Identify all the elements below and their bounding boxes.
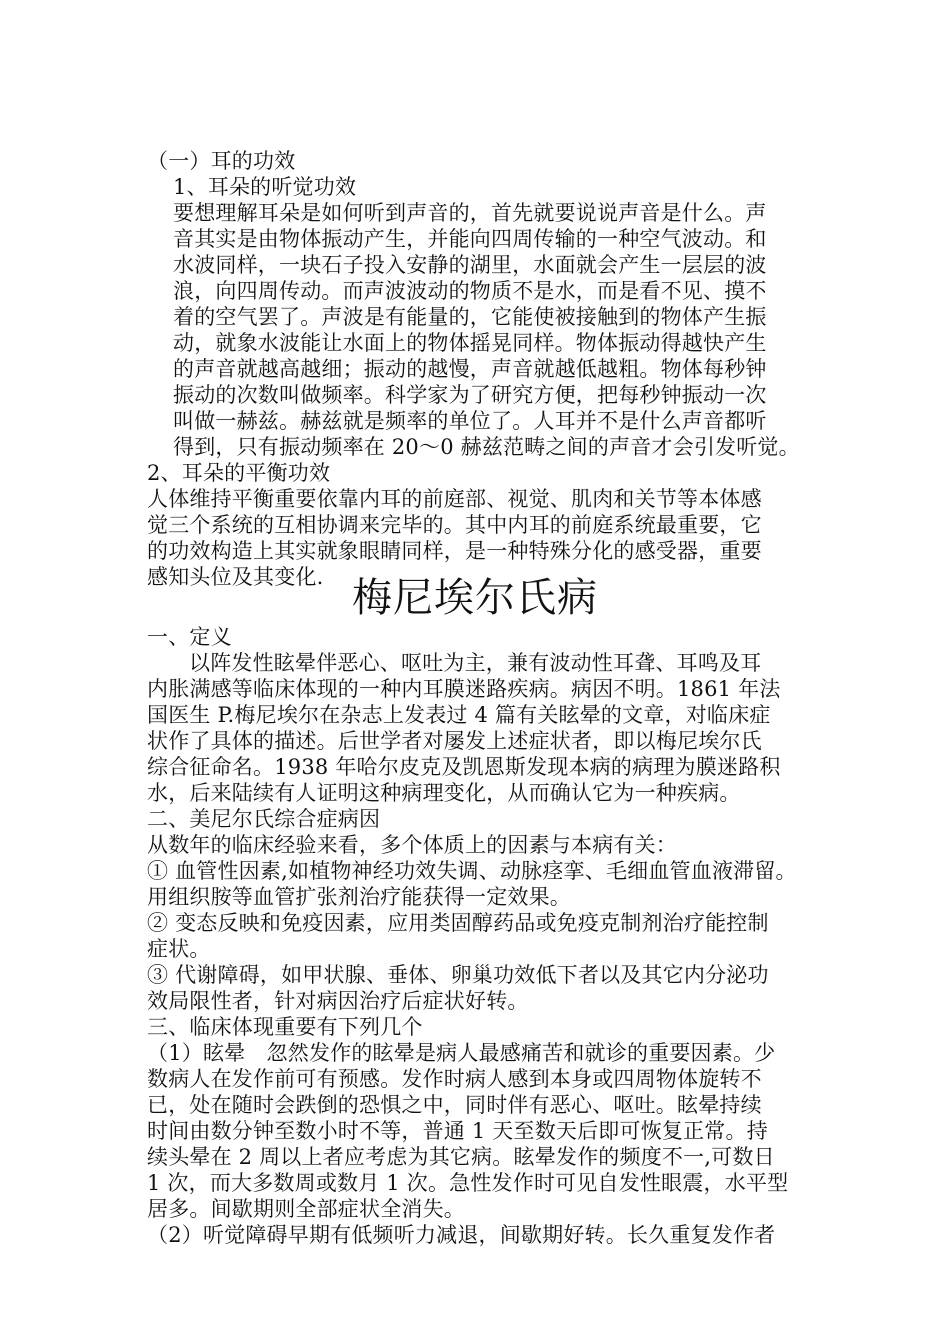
paragraph-line: 1 次，而大多数周或数月 1 次。急性发作时可见自发性眼震，水平型	[147, 1171, 789, 1195]
section-heading-causes: 二、美尼尔氏综合症病因	[147, 807, 381, 831]
paragraph-line: 时间由数分钟至数小时不等，普通 1 天至数天后即可恢复正常。持	[147, 1119, 768, 1143]
paragraph-line: 数病人在发作前可有预感。发作时病人感到本身或四周物体旋转不	[147, 1067, 762, 1091]
paragraph-line: 音其实是由物体振动产生，并能向四周传输的一种空气波动。和	[173, 227, 767, 251]
paragraph-line: 水波同样，一块石子投入安静的湖里，水面就会产生一层层的波	[173, 253, 767, 277]
subheading-balance: 2、耳朵的平衡功效	[147, 461, 331, 485]
paragraph-line: 叫做一赫兹。赫兹就是频率的单位了。人耳并不是什么声音都听	[173, 409, 767, 433]
paragraph-line: 动，就象水波能让水面上的物体摇晃同样。物体振动得越快产生	[173, 331, 767, 355]
list-item: （2）听觉障碍早期有低频听力减退，间歇期好转。长久重复发作者	[147, 1223, 776, 1247]
paragraph-line: 症状。	[147, 937, 211, 961]
section-heading-ear-function: （一）耳的功效	[147, 149, 296, 173]
paragraph-line: 得到，只有振动频率在 20～0 赫兹范畴之间的声音才会引发听觉。	[173, 435, 800, 459]
paragraph-line: 的声音就越高越细；振动的越慢，声音就越低越粗。物体每秒钟	[173, 357, 767, 381]
paragraph-line: 振动的次数叫做频率。科学家为了研究方便，把每秒钟振动一次	[173, 383, 767, 407]
list-item: ③ 代谢障碍，如甲状腺、垂体、卵巢功效低下者以及其它内分泌功	[147, 963, 769, 987]
paragraph-line: 的功效构造上其实就象眼睛同样，是一种特殊分化的感受器，重要	[147, 539, 762, 563]
paragraph-line: 内胀满感等临床体现的一种内耳膜迷路疾病。病因不明。1861 年法	[147, 677, 781, 701]
paragraph-line: 国医生 P.梅尼埃尔在杂志上发表过 4 篇有关眩晕的文章，对临床症	[147, 703, 771, 727]
paragraph-line: 续头晕在 2 周以上者应考虑为其它病。眩晕发作的频度不一,可数日	[147, 1145, 775, 1169]
list-item: （1）眩晕 忽然发作的眩晕是病人最感痛苦和就诊的重要因素。少	[147, 1041, 776, 1065]
paragraph-line: 已，处在随时会跌倒的恐惧之中，同时伴有恶心、呕吐。眩晕持续	[147, 1093, 762, 1117]
section-heading-definition: 一、定义	[147, 625, 232, 649]
paragraph-line: 效局限性者，针对病因治疗后症状好转。	[147, 989, 529, 1013]
paragraph-line: 综合征命名。1938 年哈尔皮克及凯恩斯发现本病的病理为膜迷路积	[147, 755, 781, 779]
list-item: ② 变态反映和免疫因素，应用类固醇药品或免疫克制剂治疗能控制	[147, 911, 769, 935]
paragraph-line: 居多。间歇期则全部症状全消失。	[147, 1197, 465, 1221]
paragraph-line: 要想理解耳朵是如何听到声音的，首先就要说说声音是什么。声	[173, 201, 767, 225]
paragraph-line: 感知头位及其变化.	[147, 565, 324, 589]
paragraph-line: 水，后来陆续有人证明这种病理变化，从而确认它为一种疾病。	[147, 781, 741, 805]
section-heading-symptoms: 三、临床体现重要有下列几个	[147, 1015, 423, 1039]
list-item: ① 血管性因素,如植物神经功效失调、动脉痉挛、毛细血管血液滞留。	[147, 859, 797, 883]
paragraph-line: 状作了具体的描述。后世学者对屡发上述症状者，即以梅尼埃尔氏	[147, 729, 762, 753]
paragraph-line: 用组织胺等血管扩张剂治疗能获得一定效果。	[147, 885, 571, 909]
paragraph-line: 觉三个系统的互相协调来完毕的。其中内耳的前庭系统最重要，它	[147, 513, 762, 537]
page-title: 梅尼埃尔氏病	[352, 575, 598, 621]
subheading-hearing: 1、耳朵的听觉功效	[173, 175, 357, 199]
paragraph-line: 人体维持平衡重要依靠内耳的前庭部、视觉、肌肉和关节等本体感	[147, 487, 762, 511]
paragraph-line: 以阵发性眩晕伴恶心、呕吐为主，兼有波动性耳聋、耳鸣及耳	[189, 651, 762, 675]
paragraph-line: 从数年的临床经验来看，多个体质上的因素与本病有关：	[147, 833, 677, 857]
paragraph-line: 浪，向四周传动。而声波波动的物质不是水，而是看不见、摸不	[173, 279, 767, 303]
paragraph-line: 着的空气罢了。声波是有能量的，它能使被接触到的物体产生振	[173, 305, 767, 329]
